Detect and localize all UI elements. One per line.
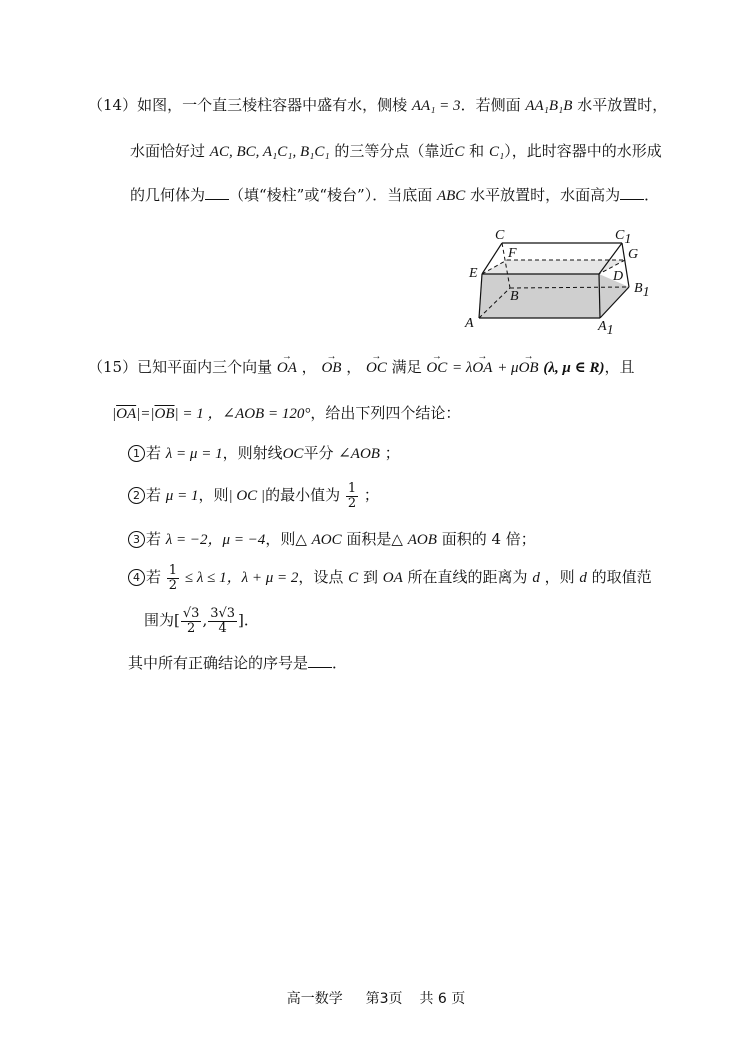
q14-line-2: 水面恰好过 AC, BC, A₁C₁, B₁C₁ 的三等分点（靠近C 和 C₁），此时容器中的水形成 (130, 142, 662, 160)
q15-final-line: 其中所有正确结论的序号是 ． (128, 654, 348, 672)
q15-line-1: （15）已知平面内三个向量 → OA ， → OB ， → OC 满足 → OC = λ→ OA + μ→ OB (λ, μ ∈ R)，且 (88, 356, 635, 379)
circled-number-3: 3 (128, 531, 145, 548)
fraction-one-half: $\frac{1}{2}$ (347, 480, 357, 511)
q14-line-1: （14）如图，一个直三棱柱容器中盛有水，侧棱 AA₁ = 3．若侧面 AA₁B₁B 水平放置时， (88, 96, 668, 114)
q15-number: （15） (88, 358, 138, 376)
q14-line-3: 的几何体为 （填“棱柱”或“棱台”）．当底面 ABC 水平放置时，水面高为 ． (130, 186, 660, 204)
fraction-3root3-over-4: $\frac{3√3}{4}$ (210, 605, 236, 636)
fraction-one-half: $\frac{1}{2}$ (168, 562, 178, 593)
q15-line-2: $|\overline{OA}|=|\overline{OB}| = 1$ ，∠AOB = 120°，给出下列四个结论： (112, 404, 461, 422)
circled-number-4: 4 (128, 569, 145, 586)
label-a: A (465, 316, 474, 331)
footer-total-pages: 共 6 页 (419, 991, 466, 1007)
label-g: G (628, 247, 639, 262)
answer-blank (205, 185, 229, 200)
label-a1: A1 (598, 319, 614, 334)
conclusion-2: 2 若 μ = 1，则| OC |的最小值为 $\frac{1}{2}$ ； (128, 480, 379, 511)
label-c1: C1 (615, 228, 632, 247)
answer-blank (620, 185, 644, 200)
page-footer (0, 988, 752, 1008)
answer-blank (308, 653, 332, 668)
label-f: F (508, 246, 517, 261)
conclusion-4-continued: 围为[ $\frac{√3}{2}$ , $\frac{3√3}{4}$ ]． (144, 605, 259, 636)
label-b1: B1 (634, 281, 650, 300)
footer-page-number: 第3页 (365, 991, 403, 1007)
circled-number-1: 1 (128, 445, 145, 462)
label-d: D (613, 269, 624, 284)
prism-figure (455, 222, 665, 334)
label-e: E (469, 266, 478, 281)
circled-number-2: 2 (128, 487, 145, 504)
footer-subject: 高一数学 (286, 991, 343, 1007)
conclusion-1: 1 若 λ = μ = 1，则射线OC平分 ∠AOB ； (128, 442, 400, 465)
conclusion-4: 4 若 $\frac{1}{2}$ ≤ λ ≤ 1，λ + μ = 2，设点 C 到 OA 所在直线的距离为 d ，则 d 的取值范 (128, 562, 652, 593)
conclusion-3: 3 若 λ = −2，μ = −4，则△ AOC 面积是△ AOB 面积的 4 倍； (128, 528, 536, 551)
fraction-root3-over-2: $\frac{√3}{2}$ (182, 605, 200, 636)
label-b: B (510, 289, 519, 304)
q14-number: （14） (88, 96, 138, 114)
question-15 (0, 340, 752, 700)
label-c: C (495, 228, 505, 243)
